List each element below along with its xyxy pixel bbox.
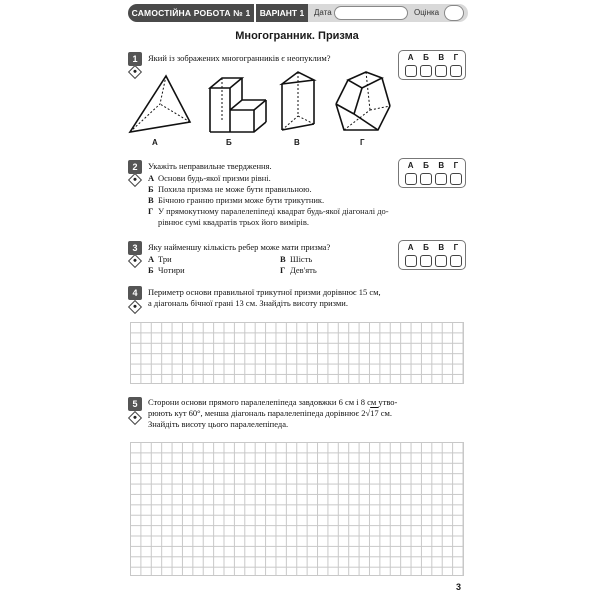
answer-letter: Б [423,161,429,170]
header-fields [308,4,468,22]
task-4-answer-grid[interactable] [130,322,464,384]
page-title: Многогранник. Призма [235,30,359,42]
task-2-number: 2 [128,160,142,174]
answer-cell-g[interactable] [450,173,462,185]
answer-cell-a[interactable] [405,255,417,267]
answer-cell-b[interactable] [420,65,432,77]
shape-a-tetrahedron [128,70,194,136]
answer-cell-g[interactable] [450,65,462,77]
answer-cell-g[interactable] [450,255,462,267]
answer-cell-v[interactable] [435,255,447,267]
option-g[interactable]: Г У прямокутному паралелепіпеді квадрат будь-якої діагоналі до- [148,206,389,216]
option-v[interactable]: В Шість [280,254,313,264]
shape-label-a: А [152,138,158,147]
answer-letter: В [438,53,445,62]
task-2-answer-box [398,158,466,188]
answer-letter: А [407,53,414,62]
task-4-number: 4 [128,286,142,300]
task-5-text: Сторони основи прямого паралелепіпеда завдовжки 6 см і 8 см утво- рюють кут 60°, менша діагональ паралелепіпеда дорівнює 2√17 см. Знайдіть висоту цього паралелепіпеда. [148,397,398,429]
worksheet-page [122,0,472,600]
shape-label-v: В [294,138,300,147]
answer-cell-v[interactable] [435,173,447,185]
answer-letter: Г [453,243,459,252]
date-label: Дата [314,8,332,17]
answer-cell-a[interactable] [405,173,417,185]
task-5-answer-grid[interactable] [130,442,464,576]
grade-field[interactable] [444,5,464,21]
task-2-level-icon [128,173,142,187]
shape-v-triangular-prism [278,70,318,136]
answer-letter: В [438,243,445,252]
answer-letter: Г [453,161,459,170]
task-2-options [148,173,389,228]
shape-b-l-prism [208,70,268,136]
page-number: 3 [456,582,462,592]
task-3-number: 3 [128,241,142,255]
option-a[interactable]: А Три [148,254,172,264]
answer-cell-a[interactable] [405,65,417,77]
task-4-level-icon [128,300,142,314]
task-1-number: 1 [128,52,142,66]
variant-label: ВАРІАНТ 1 [256,4,308,22]
task-4-text: Периметр основи правильної трикутної призми дорівнює 15 см, а діагональ бічної грані 13 см. Знайдіть висоту призми. [148,287,381,308]
shape-label-g: Г [360,138,365,147]
worksheet-title: САМОСТІЙНА РОБОТА № 1 [128,4,254,22]
grade-label: Оцінка [414,8,440,17]
option-a[interactable]: А Основи будь-якої призми рівні. [148,173,271,183]
task-2-question: Укажіть неправильне твердження. [148,161,272,171]
answer-letter: А [407,243,414,252]
answer-letter: Б [423,243,429,252]
answer-letter: Б [423,53,429,62]
task-3-level-icon [128,254,142,268]
option-g-continuation: рівнює сумі квадратів трьох його вимірів. [158,217,309,227]
task-5-level-icon [128,411,142,425]
task-1-question: Який із зображених многогранників є неопуклим? [148,53,331,63]
option-b[interactable]: Б Похила призма не може бути правильною. [148,184,312,194]
header-bar [128,4,468,22]
sqrt-value: 17 [370,408,379,418]
date-field[interactable] [334,6,408,20]
option-g[interactable]: Г Дев'ять [280,265,317,275]
sqrt-sign: √ [365,408,371,418]
option-v[interactable]: В Бічною гранню призми може бути трикутник. [148,195,325,205]
option-b[interactable]: Б Чотири [148,265,185,275]
task-5-number: 5 [128,397,142,411]
task-3-answer-box [398,240,466,270]
answer-letter: А [407,161,414,170]
shape-g-polyhedron [332,70,394,136]
shape-label-b: Б [226,138,232,147]
answer-letter: Г [453,53,459,62]
answer-cell-b[interactable] [420,173,432,185]
task-3-question: Яку найменшу кількість ребер може мати призма? [148,242,331,252]
answer-cell-v[interactable] [435,65,447,77]
answer-letter: В [438,161,445,170]
task-1-answer-box [398,50,466,80]
answer-cell-b[interactable] [420,255,432,267]
